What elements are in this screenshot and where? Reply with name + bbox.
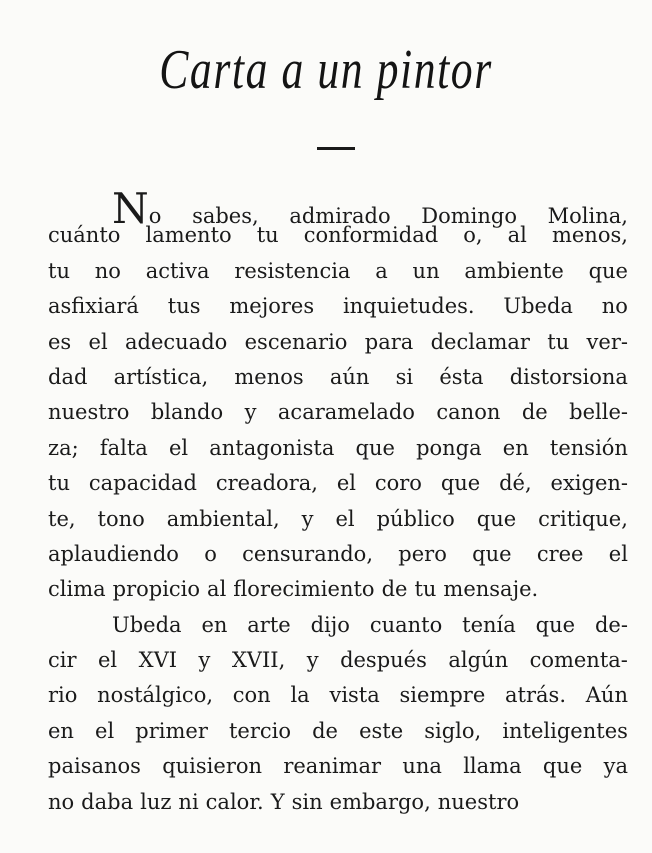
word: ambiental, [166, 506, 280, 531]
word: tenía [462, 612, 516, 637]
word: con [232, 683, 271, 708]
word: el [98, 648, 118, 673]
word: una [402, 754, 442, 779]
word: sabes, [192, 204, 259, 228]
word: que [440, 471, 481, 496]
word: resistencia [234, 258, 351, 283]
word: que [472, 541, 512, 566]
word: coro [374, 471, 422, 496]
text-line [48, 471, 628, 506]
word: Domingo [421, 204, 517, 228]
word: el [168, 435, 189, 460]
word: y [306, 648, 319, 673]
text-line [48, 330, 628, 365]
word: dijo [310, 612, 350, 637]
word: conformidad [303, 223, 439, 248]
word: nuestro [437, 789, 520, 814]
text-line [48, 577, 628, 612]
word: daba [81, 789, 134, 814]
word: za; [48, 435, 79, 460]
text-line [48, 259, 628, 294]
word: mejores [229, 294, 315, 319]
word: florecimiento [233, 577, 375, 602]
word: blando [150, 400, 224, 425]
title-divider [317, 147, 355, 150]
word: el [95, 718, 115, 743]
word: Ubeda [503, 294, 573, 319]
word: cuanto [369, 612, 443, 637]
word: menos [234, 364, 304, 389]
word: cree [536, 541, 584, 566]
word: ponga [416, 435, 482, 460]
word: comenta- [529, 648, 628, 673]
word: es [48, 329, 72, 354]
word: que [542, 754, 583, 779]
word: tu [48, 258, 70, 283]
word: XVI [138, 648, 178, 673]
word: rio [48, 683, 78, 708]
word: el [335, 506, 355, 531]
word: en [48, 718, 74, 743]
text-line [48, 542, 628, 577]
text-line [48, 400, 628, 435]
word: sin [291, 789, 323, 814]
word: ambiente [464, 258, 564, 283]
word: censurando, [242, 541, 374, 566]
word: Y [270, 789, 285, 814]
word: menos, [551, 223, 628, 248]
word: inquietudes. [342, 294, 475, 319]
word: o, [463, 223, 483, 248]
word: si [395, 364, 414, 389]
word: luz [140, 789, 172, 814]
word: que [588, 258, 628, 283]
word: acaramelado [277, 400, 415, 425]
word: artística, [113, 364, 209, 389]
word: atrás. [505, 683, 567, 708]
text-line [48, 365, 628, 400]
word: tu [256, 223, 279, 248]
word: asfixiará [48, 294, 139, 319]
word: Ubeda [112, 612, 182, 637]
word: canon [436, 400, 501, 425]
word: de [381, 577, 408, 602]
word: de [312, 718, 338, 743]
word: tu [48, 471, 70, 496]
word: aplaudiendo [48, 541, 179, 566]
word: creadora, [215, 471, 318, 496]
word: embargo, [329, 789, 431, 814]
word: dé, [499, 471, 532, 496]
word: aún [329, 364, 370, 389]
word: belle- [569, 400, 628, 425]
text-line [48, 436, 628, 471]
page-title: Carta a un pintor [159, 39, 493, 101]
text-line [48, 648, 628, 683]
word: lamento [145, 223, 232, 248]
word: critique, [538, 506, 628, 531]
word: Molina, [547, 204, 628, 228]
word: el [608, 541, 628, 566]
word: cuánto [48, 223, 121, 248]
text-line [48, 790, 628, 825]
text-line [48, 719, 628, 754]
word: reanimar [283, 754, 382, 779]
word: ver- [586, 329, 628, 354]
word: no [94, 258, 121, 283]
body-text [48, 184, 628, 825]
word: este [359, 718, 404, 743]
word: no [601, 294, 628, 319]
word: para [364, 329, 414, 354]
word: o [204, 541, 217, 566]
word: ésta [439, 364, 484, 389]
word: público [376, 506, 455, 531]
word: ni [178, 789, 199, 814]
word: inteligentes [502, 718, 628, 743]
word: vista [329, 683, 380, 708]
word: falta [99, 435, 148, 460]
word: declamar [430, 329, 530, 354]
text-line [48, 507, 628, 542]
word: después [340, 648, 427, 673]
text-line [48, 294, 628, 329]
word: nostálgico, [97, 683, 214, 708]
word: tu [547, 329, 570, 354]
word: exigen- [550, 471, 628, 496]
word: llama [463, 754, 522, 779]
word: cir [48, 648, 77, 673]
word: siempre [399, 683, 486, 708]
text-line [48, 184, 628, 233]
word: de- [594, 612, 628, 637]
word: siglo, [424, 718, 482, 743]
word: mensaje. [443, 577, 539, 602]
word: ya [603, 754, 628, 779]
word: distorsiona [509, 364, 628, 389]
word: calor. [205, 789, 264, 814]
word: que [355, 435, 395, 460]
word: al [207, 577, 227, 602]
word: a [375, 258, 388, 283]
word: propicio [112, 577, 201, 602]
word: quisieron [162, 754, 263, 779]
word: adecuado [125, 329, 228, 354]
text-line [48, 754, 628, 789]
word: tono [97, 506, 145, 531]
word: admirado [289, 204, 391, 228]
word: que [535, 612, 576, 637]
word: y [198, 648, 211, 673]
word: nuestro [48, 400, 130, 425]
word: XVII, [231, 648, 286, 673]
word: que [476, 506, 517, 531]
word: tus [167, 294, 201, 319]
word: algún [448, 648, 509, 673]
word: paisanos [48, 754, 141, 779]
drop-cap: N [112, 184, 149, 233]
word: tu [414, 577, 437, 602]
word: un [412, 258, 440, 283]
word: de [521, 400, 548, 425]
word: en [201, 612, 228, 637]
word: No [112, 184, 162, 233]
word: y [244, 400, 257, 425]
word: primer [135, 718, 208, 743]
word: y [301, 506, 314, 531]
word: arte [247, 612, 291, 637]
word: pero [398, 541, 447, 566]
word: dad [48, 364, 88, 389]
word: escenario [244, 329, 348, 354]
word: al [507, 223, 527, 248]
word: no [48, 789, 75, 814]
word: Aún [585, 683, 628, 708]
word: tensión [549, 435, 628, 460]
word: el [88, 329, 108, 354]
text-line [48, 613, 628, 648]
word: activa [145, 258, 210, 283]
word: capacidad [88, 471, 197, 496]
word: la [290, 683, 310, 708]
word: te, [48, 506, 76, 531]
word: antagonista [209, 435, 335, 460]
word: en [502, 435, 529, 460]
text-line [48, 683, 628, 718]
word: tercio [228, 718, 291, 743]
word: el [336, 471, 356, 496]
word: clima [48, 577, 106, 602]
